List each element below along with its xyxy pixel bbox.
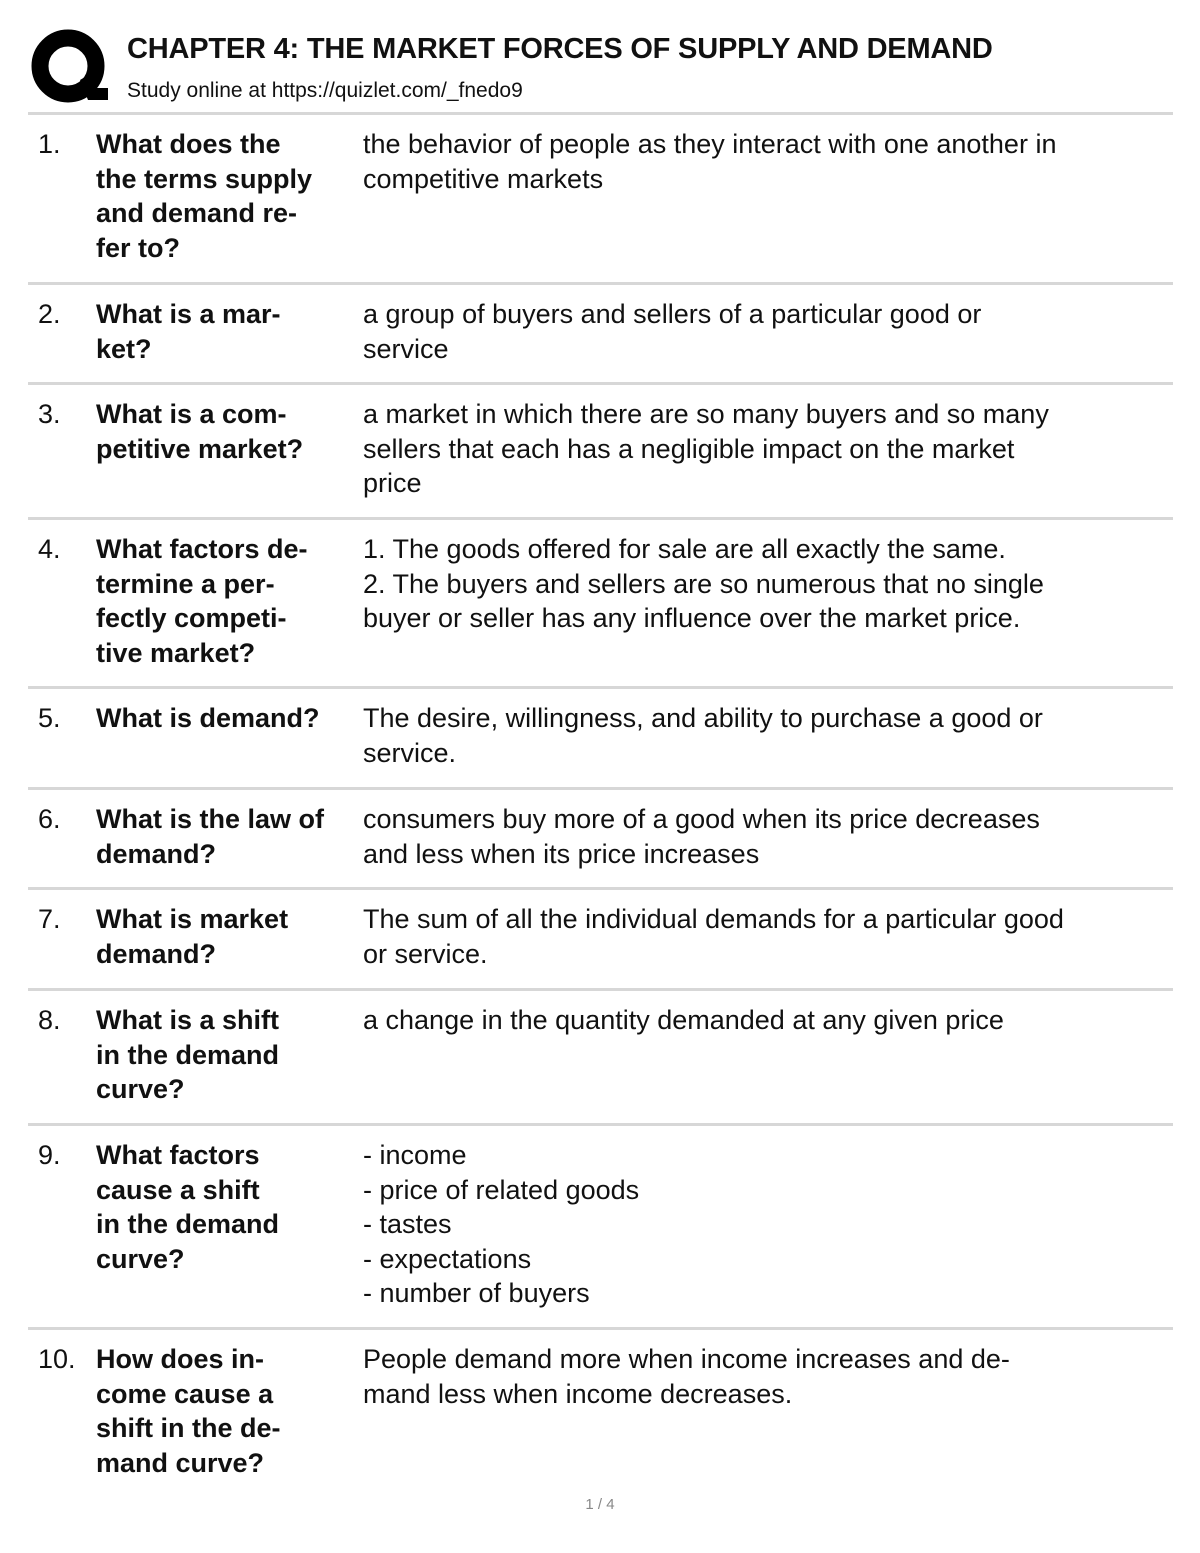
flashcard-row xyxy=(28,382,1173,517)
flashcard-row xyxy=(28,1123,1173,1327)
card-term: What factors de- termine a per- fectly competi- tive market? xyxy=(96,534,308,668)
card-definition: 1. The goods offered for sale are all exactly the same. 2. The buyers and sellers are so numerous that no single buyer or seller has any influence over the market price. xyxy=(363,534,1044,633)
card-term: What does the the terms supply and demand re- fer to? xyxy=(96,129,313,263)
quizlet-logo-icon xyxy=(30,28,110,108)
card-definition: a change in the quantity demanded at any given price xyxy=(363,1005,1004,1035)
card-definition: People demand more when income increases and de- mand less when income decreases. xyxy=(363,1344,1010,1409)
card-term: What is a mar- ket? xyxy=(96,299,281,364)
card-number: 7. xyxy=(38,904,61,934)
card-term: What is market demand? xyxy=(96,904,289,969)
page-title: CHAPTER 4: THE MARKET FORCES OF SUPPLY AND DEMAND xyxy=(127,33,993,65)
card-definition: consumers buy more of a good when its price decreases and less when its price increases xyxy=(363,804,1040,869)
card-number: 2. xyxy=(38,299,61,329)
flashcard-row xyxy=(28,787,1173,887)
card-number: 9. xyxy=(38,1140,61,1170)
card-number: 1. xyxy=(38,129,61,159)
study-online-link[interactable]: Study online at https://quizlet.com/_fnedo9 xyxy=(127,79,523,102)
flashcard-row xyxy=(28,1327,1173,1487)
card-number: 10. xyxy=(38,1344,76,1374)
card-term: How does in- come cause a shift in the de- mand curve? xyxy=(96,1344,281,1478)
flashcard-row xyxy=(28,988,1173,1123)
card-term: What is a com- petitive market? xyxy=(96,399,304,464)
flashcard-row xyxy=(28,282,1173,382)
card-definition: The sum of all the individual demands for a particular good or service. xyxy=(363,904,1064,969)
card-term: What is demand? xyxy=(96,703,320,733)
card-number: 5. xyxy=(38,703,61,733)
card-definition: a group of buyers and sellers of a particular good or service xyxy=(363,299,982,364)
card-term: What is a shift in the demand curve? xyxy=(96,1005,280,1104)
card-definition: The desire, willingness, and ability to purchase a good or service. xyxy=(363,703,1043,768)
flashcard-row xyxy=(28,112,1173,282)
flashcard-row xyxy=(28,686,1173,787)
page-number: 1 / 4 xyxy=(585,1496,615,1513)
card-definition: - income - price of related goods - tastes - expectations - number of buyers xyxy=(363,1140,640,1308)
card-number: 3. xyxy=(38,399,61,429)
card-number: 4. xyxy=(38,534,61,564)
flashcard-row xyxy=(28,517,1173,686)
card-number: 6. xyxy=(38,804,61,834)
flashcard-row xyxy=(28,887,1173,988)
card-definition: the behavior of people as they interact with one another in competitive markets xyxy=(363,129,1057,194)
card-term: What is the law of demand? xyxy=(96,804,325,869)
card-term: What factors cause a shift in the demand curve? xyxy=(96,1140,280,1274)
card-definition: a market in which there are so many buyers and so many sellers that each has a negligible impact on the market price xyxy=(363,399,1049,498)
card-number: 8. xyxy=(38,1005,61,1035)
